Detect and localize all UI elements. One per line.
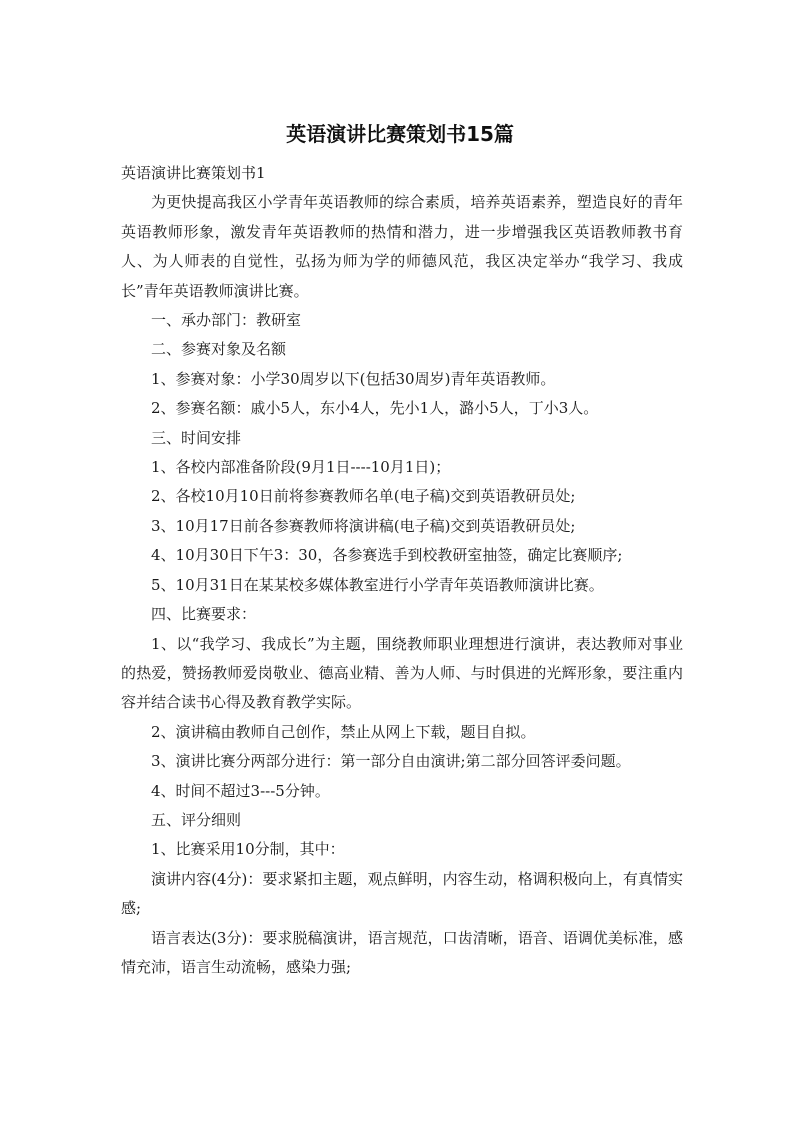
section-heading: 英语演讲比赛策划书1 bbox=[121, 164, 266, 182]
participants-target: 1、参赛对象：小学30周岁以下(包括30周岁)青年英语教师。 bbox=[151, 369, 556, 388]
document-title: 英语演讲比赛策划书15篇 bbox=[286, 122, 514, 146]
participants-quota: 2、参赛名额：戚小5人，东小4人，先小1人，潞小5人，丁小3人。 bbox=[151, 399, 599, 418]
schedule-item: 5、10月31日在某某校多媒体教室进行小学青年英语教师演讲比赛。 bbox=[151, 575, 604, 594]
schedule-heading: 三、时间安排 bbox=[151, 428, 242, 447]
schedule-item: 1、各校内部准备阶段(9月1日----10月1日)； bbox=[151, 458, 451, 477]
schedule-item: 2、各校10月10日前将参赛教师名单(电子稿)交到英语教研员处; bbox=[151, 487, 576, 506]
organizer-item: 一、承办部门：教研室 bbox=[151, 311, 302, 330]
scoring-item: 语言表达(3分)：要求脱稿演讲，语言规范，口齿清晰，语音、语调优美标准，感情充沛，语言生动流畅，感染力强; bbox=[121, 928, 683, 976]
requirements-heading: 四、比赛要求： bbox=[151, 605, 257, 624]
scoring-item: 1、比赛采用10分制，其中： bbox=[151, 840, 345, 859]
requirement-item: 2、演讲稿由教师自己创作，禁止从网上下载，题目自拟。 bbox=[151, 722, 536, 741]
intro-paragraph: 为更快提高我区小学青年英语教师的综合素质，培养英语素养，塑造良好的青年英语教师形象，激发青年英语教师的热情和潜力，进一步增强我区英语教师教书育人、为人师表的自觉性，弘扬为师为学的师德风范，我区决定举办“我学习、我成长”青年英语教师演讲比赛。 bbox=[121, 193, 683, 300]
requirement-item: 4、时间不超过3---5分钟。 bbox=[151, 781, 330, 800]
requirement-item: 3、演讲比赛分两部分进行：第一部分自由演讲;第二部分回答评委问题。 bbox=[151, 752, 631, 771]
participants-heading: 二、参赛对象及名额 bbox=[151, 340, 287, 359]
scoring-heading: 五、评分细则 bbox=[151, 810, 242, 829]
document-body bbox=[121, 159, 683, 982]
schedule-item: 3、10月17日前各参赛教师将演讲稿(电子稿)交到英语教研员处; bbox=[151, 516, 576, 535]
requirement-item: 1、以“我学习、我成长”为主题，围绕教师职业理想进行演讲，表达教师对事业的热爱，赞扬教师爱岗敬业、德高业精、善为人师、与时俱进的光辉形象，要注重内容并结合读书心得及教育教学实际。 bbox=[121, 634, 683, 712]
schedule-item: 4、10月30日下午3：30，各参赛选手到校教研室抽签，确定比赛顺序; bbox=[151, 546, 623, 565]
scoring-item: 演讲内容(4分)：要求紧扣主题，观点鲜明，内容生动，格调积极向上，有真情实感; bbox=[121, 869, 683, 918]
